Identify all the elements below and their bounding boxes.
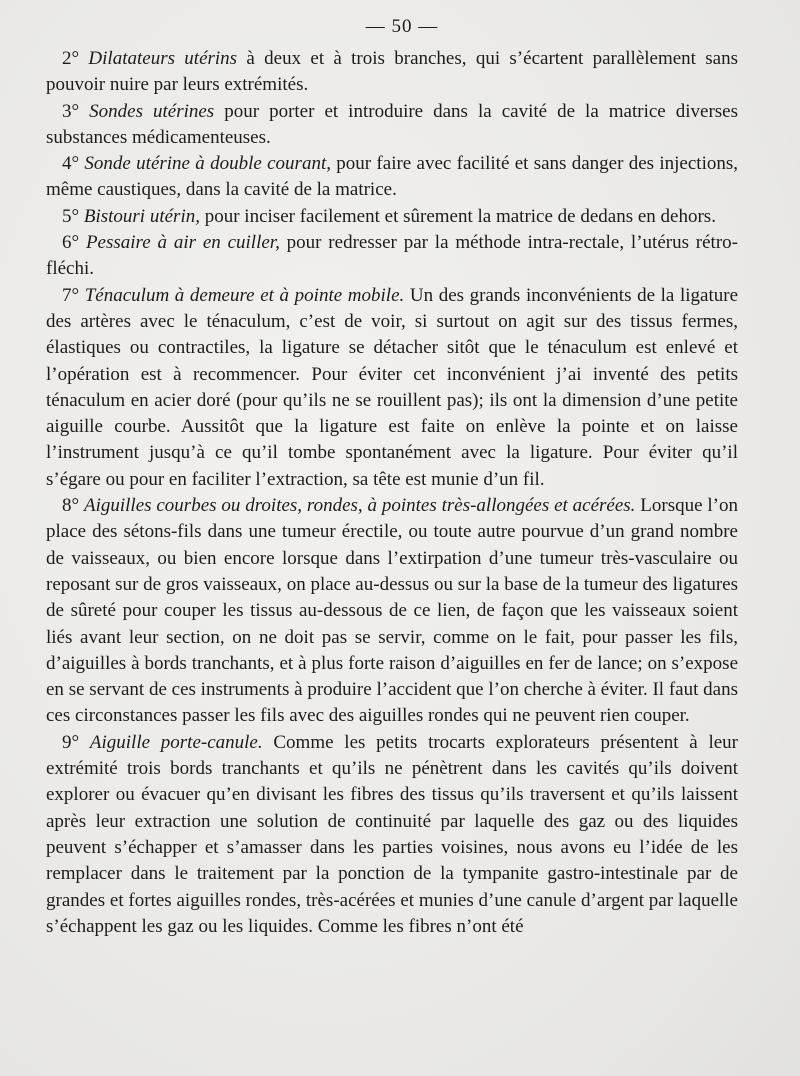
item-text: pour redresser par la méthode intra-rectale, l’utérus rétro-fléchi. xyxy=(46,232,738,280)
paragraph-item-8 xyxy=(46,493,738,730)
item-title: Aiguilles courbes ou droites, rondes, à pointes très-allongées et acérées. xyxy=(83,495,636,517)
item-number: 3° xyxy=(62,100,80,122)
paragraph-item-5 xyxy=(46,204,738,230)
item-number: 2° xyxy=(62,48,80,69)
paragraph-item-4 xyxy=(46,151,738,204)
paragraph-item-3 xyxy=(46,99,738,152)
paragraph-item-6 xyxy=(46,230,738,283)
item-title: Sondes utérines xyxy=(89,100,215,122)
item-text: pour faire avec facilité et sans danger des injections, même caustiques, dans la cavité de la matrice. xyxy=(46,153,739,201)
item-text: Comme les petits trocarts explorateurs présentent à leur extrémité trois bords tranchants et qu’ils ne pénètrent dans les cavités qu’ils doivent explorer ou évacuer qu’en divisant les fibres des tissus qu’ils traversent et qu’ils laissent après leur extraction une solution de continuité par laquelle des gaz ou des liquides peuvent s’échapper et s’amasser dans les parties voisines, nous avons eu l’idée de les remplacer dans le traitement par la ponction de la tympanite gastro-intestinale par de grandes et fortes aiguilles rondes, très-acérées et munies d’une canule d’argent par laquelle s’échappent les gaz ou les liquides. Comme les fibres n’ont été xyxy=(46,731,739,937)
item-title: Ténaculum à demeure et à pointe mobile. xyxy=(84,284,405,306)
item-number: 9° xyxy=(62,731,80,753)
item-text: pour porter et introduire dans la cavité de la matrice diverses substances médicamenteuses. xyxy=(46,100,739,148)
paragraph-item-7 xyxy=(46,283,738,493)
item-title: Sonde utérine à double courant, xyxy=(84,153,331,175)
item-title: Dilatateurs utérins xyxy=(88,48,238,69)
item-number: 7° xyxy=(62,284,80,306)
item-title: Bistouri utérin, xyxy=(83,205,200,227)
paragraph-item-2 xyxy=(46,46,738,99)
item-number: 8° xyxy=(62,495,80,517)
item-title: Aiguille porte-canule. xyxy=(89,731,263,753)
item-text: à deux et à trois branches, qui s’écartent parallèlement sans pouvoir nuire par leurs extrémités. xyxy=(46,48,738,96)
item-text: pour inciser facilement et sûrement la matrice de dedans en dehors. xyxy=(199,205,716,227)
item-title: Pessaire à air en cuiller, xyxy=(85,232,280,254)
item-number: 6° xyxy=(62,232,80,254)
item-text: Un des grands inconvénients de la ligature des artères avec le ténaculum, c’est de voir, si surtout on agit sur des tissus fermes, élastiques ou contractiles, la ligature se détacher sitôt que le ténaculum est enlevé et l’opération est à recommencer. Pour éviter cet inconvénient j’ai inventé des petits ténaculum en acier doré (pour qu’ils ne se rouillent pas); ils ont la dimension d’une petite aiguille courbe. Aussitôt que la ligature est faite on enlève la pointe et on laisse l’instrument jusqu’à ce qu’il tombe spontanément avec la ligature. Pour éviter qu’il s’égare ou pour en faciliter l’extraction, sa tête est munie d’un fil. xyxy=(46,284,739,490)
paragraph-item-9 xyxy=(46,730,738,940)
item-number: 4° xyxy=(62,153,80,175)
item-text: Lorsque l’on place des sétons-fils dans une tumeur érectile, ou toute autre pourvue d’un grand nombre de vaisseaux, ou bien encore lorsque dans l’extirpation d’une tumeur très-vasculaire ou reposant sur de gros vaisseaux, on place au-dessus ou sur la base de la tumeur des ligatures de sûreté pour couper les tissus au-dessous de ce lien, de façon que les vaisseaux soient liés avant leur section, on ne doit pas se servir, comme on le fait, pour passer les fils, d’aiguilles à bords tranchants, et à plus forte raison d’aiguilles en fer de lance; on s’expose en se servant de ces instruments à produire l’accident que l’on cherche à éviter. Il faut dans ces circonstances passer les fils avec des aiguilles rondes qui ne peuvent rien couper. xyxy=(46,495,739,727)
page-number: — 50 — xyxy=(365,16,439,37)
item-number: 5° xyxy=(62,205,80,227)
